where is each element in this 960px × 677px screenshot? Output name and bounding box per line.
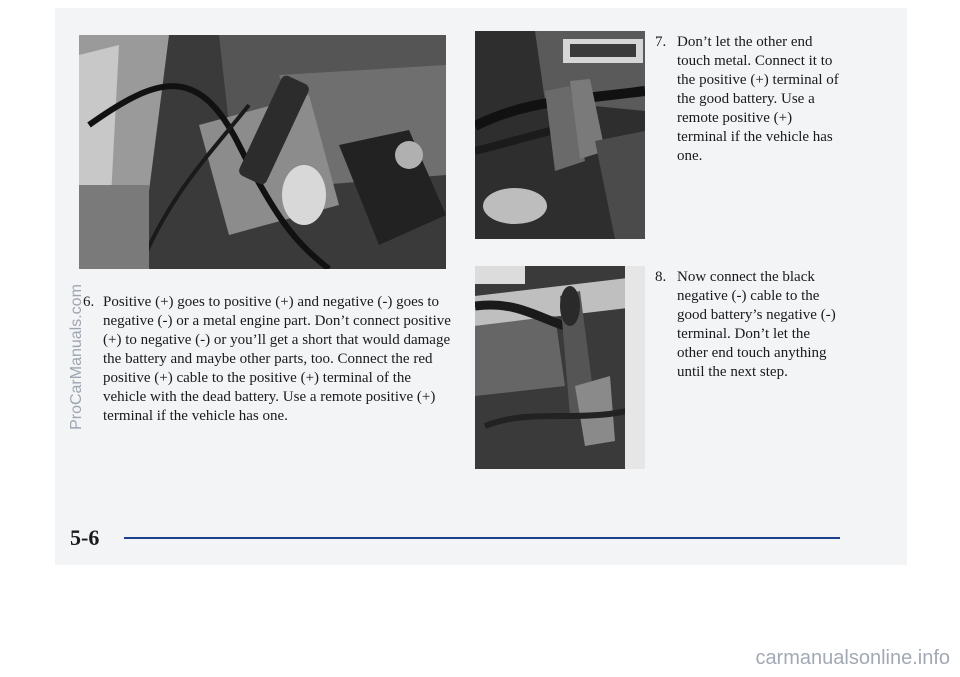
step-7-text: Don’t let the other end touch metal. Connect it to the positive (+) terminal of the good battery. Use a remote positive (+) terminal if the vehicle has one. [677,34,839,164]
negative-terminal-photo-drawing [475,266,645,469]
bottom-watermark: carmanualsonline.info [755,647,950,669]
step-8-number: 8. [655,269,667,285]
engine-bay-photo-drawing [79,35,446,269]
step-6-text: Positive (+) goes to positive (+) and negative (-) goes to negative (-) or a metal engine part. Don’t connect positive (+) to negative (-) or you’ll get a short that would damage the battery and maybe other parts, too. Connect the red positive (+) cable to the positive (+) terminal of the vehicle with the dead battery. Use a remote positive (+) terminal if the vehicle has one. [103,294,451,424]
good-battery-negative-terminal-photo [475,266,645,469]
footer-rule [124,537,840,539]
good-battery-positive-terminal-photo [475,31,645,239]
step-8-text: Now connect the black negative (-) cable to the good battery’s negative (-) terminal. Don’t let the other end touch anything until the next step. [677,269,836,380]
engine-bay-jumper-cable-photo [79,35,446,269]
page-number: 5-6 [70,525,100,550]
good-battery-photo-drawing [475,31,645,239]
step-6-number: 6. [83,294,95,310]
side-watermark: ProCarManuals.com [68,284,85,430]
step-7-number: 7. [655,34,667,50]
